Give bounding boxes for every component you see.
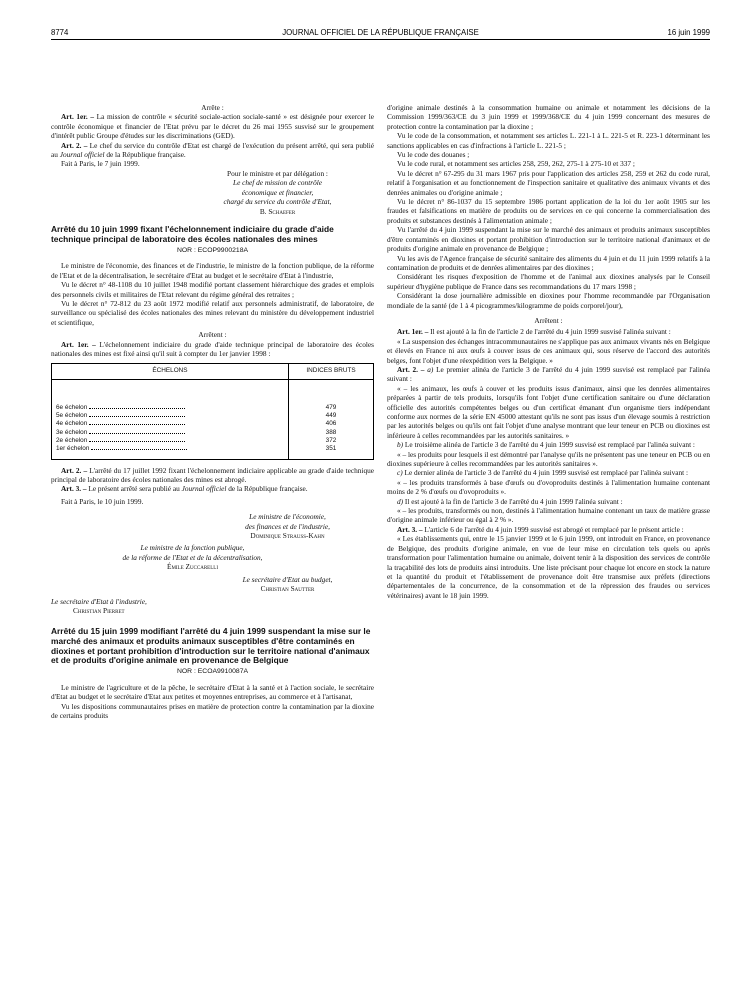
preamble-paragraph: Considérant la dose journalière admissible en dioxines pour l'homme recommandée par l'Organisation mondiale de la santé (de 1 à 4 picogrammes/kilogramme de poids corporel/jour), — [387, 291, 710, 310]
amendment-c — [387, 468, 710, 477]
page-header — [51, 28, 710, 40]
article-label: Art. 1er. – — [397, 327, 429, 337]
fait-line: Fait à Paris, le 10 juin 1999. — [61, 496, 144, 506]
echelon-cell — [52, 437, 289, 445]
echelon-cell — [52, 420, 289, 428]
preamble-paragraph: Le ministre de l'économie, des finances et de l'industrie, le ministre de la fonction publique, de la réforme de l'Etat et de la décentralisation, le secrétaire d'Etat au budget et le secrétaire d'Etat à l'industrie, — [51, 261, 374, 280]
article-text: La mission de contrôle « sécurité sociale-action sociale-santé » est désignée pour exercer le contrôle économique et financier de l'Etat prévu par le décret du 26 mai 1955 susvisé sur le groupement d'intérêt public Groupe d'études sur les discriminations (GED). — [51, 112, 374, 141]
quoted-text: « – les produits pour lesquels il est démontré par l'analyse qu'ils ne présentent pas une teneur en PCB ou en dioxines supérieure à celles recommandées par les autorités sanitaires ». — [387, 449, 710, 469]
echelon-label: 1er échelon — [56, 445, 90, 453]
preamble-paragraph: Vu les avis de l'Agence française de sécurité sanitaire des aliments du 4 juin et du 11 juin 1999 relatifs à la contamination de produits et de denrées alimentaires par des dioxines ; — [387, 253, 710, 272]
right-column — [387, 103, 710, 600]
signature-block — [51, 169, 374, 216]
table-row — [52, 437, 374, 445]
quoted-text: « – les produits transformés à base d'œufs ou d'ovoproduits destinés à l'alimentation humaine contenant moins de 2 % d'œufs ou d'ovoproduits ». — [387, 477, 710, 497]
article-text: Il est ajouté à la fin de l'article 3 de l'arrêté du 4 juin 1999 l'alinéa suivant : — [403, 496, 623, 506]
article-3 — [387, 525, 710, 534]
article-text: L'arrêté du 17 juillet 1992 fixant l'échelonnement indiciaire applicable au grade d'aide technique principal de laboratoire des écoles nationales des mines est abrogé. — [51, 465, 374, 485]
article-label: Art. 1er. – — [61, 339, 96, 349]
signatory-name: Christian Sautter — [260, 584, 315, 594]
journal-ref: Journal officiel — [59, 150, 105, 160]
article-3 — [51, 484, 374, 493]
decree-title: Arrêté du 15 juin 1999 modifiant l'arrêté du 4 juin 1999 suspendant la mise sur le marché des animaux et produits animaux susceptibles d'être contaminés en dioxines et portant prohibition d'introduction sur le territoire national d'animaux et de produits d'origine animale en provenance de Belgique — [51, 626, 371, 666]
nor-reference: NOR : ECOP9900218A — [176, 246, 249, 254]
signatory-name: Dominique Strauss-Kahn — [250, 531, 325, 541]
article-label: Art. 1er. – — [61, 112, 94, 122]
item-letter: d) — [397, 496, 404, 506]
signature-line: chargé du service du contrôle d'Etat, — [223, 197, 332, 207]
preamble-paragraph: Vu le décret n° 86-1037 du 15 septembre 1986 portant application de la loi du 1er août 1905 sur les fraudes et falsifications en matière de produits ou de services en ce qui concerne la commercialisation des produits et substances destinés à l'alimentation animale ; — [387, 197, 710, 225]
arretent-heading: Arrêtent : — [534, 315, 563, 325]
preamble-paragraph: Considérant les risques d'exposition de l'homme et de l'animal aux dioxines analysés par le Conseil supérieur d'hygiène publique de France dans ses recommandations du 17 mars 1998 ; — [387, 272, 710, 291]
article-label: Art. 2. – — [61, 465, 88, 475]
amendment-d — [387, 497, 710, 506]
preamble-paragraph: Vu le décret n° 72-812 du 23 août 1972 modifié relatif aux personnels administratif, de laboratoire, de surveillance ou spécialisé des écoles nationales des mines relevant du ministère du développement industriel et scientifique, — [51, 298, 374, 327]
article-text: L'échelonnement indiciaire du grade d'aide technique principal de laboratoire des écoles nationales des mines est fixé ainsi qu'il suit à compter du 1er janvier 1998 : — [51, 339, 374, 358]
signatures — [51, 512, 374, 615]
quoted-text: « Les établissements qui, entre le 15 janvier 1999 et le 6 juin 1999, ont introduit en France, en provenance de Belgique, des produits d'origine animale, en vue de leur mise en circulation tels quels ou après transformation pour l'alimentation humaine ou animale, doivent tenir à la disposition des services de contrôle la traçabilité des lots de produits ainsi introduits. Une liste précisant pour chaque lot encore en stock la nature et la quantité du produit et l'établissement de provenance doit être transmise aux préfets (directions départementales de la concurrence, de la consommation et de la répression des fraudes ou services vétérinaires) avant le 18 juin 1999. — [387, 534, 710, 600]
table-row — [52, 412, 374, 420]
echelon-label: 4e échelon — [56, 420, 88, 428]
preamble-paragraph: Vu l'arrêté du 4 juin 1999 suspendant la mise sur le marché des animaux et produits animaux susceptibles d'être contaminés en dioxines et portant prohibition d'introduction sur le territoire national d'animaux et de produits d'origine animale en provenance de Belgique ; — [387, 225, 710, 254]
article-1 — [51, 340, 374, 359]
article-1 — [51, 112, 374, 140]
preamble-paragraph: Vu les dispositions communautaires prises en matière de protection contre la contamination par la dioxine de certains produits — [51, 701, 374, 720]
echelon-label: 2e échelon — [56, 436, 88, 444]
column-header-indices: INDICES BRUTS — [288, 364, 373, 379]
arrete-heading: Arrête : — [201, 103, 224, 112]
index-value: 351 — [288, 445, 373, 459]
nor-reference: NOR : ECOA9910087A — [176, 667, 249, 675]
preamble-paragraph: Le ministre de l'agriculture et de la pêche, le secrétaire d'Etat à la santé et à l'action sociale, le secrétaire d'Etat au budget et le secrétaire d'Etat aux petites et moyennes entreprises, au commerce et à l'artisanat, — [51, 682, 374, 702]
article-text: Le chef du service du contrôle d'Etat est chargé de l'exécution du présent arrêté, qui sera publié au — [51, 140, 374, 160]
echelon-cell — [52, 379, 289, 412]
left-column — [51, 103, 374, 720]
preamble-paragraph: Vu le code des douanes ; — [397, 150, 470, 160]
signatory-name: Émile Zuccarelli — [166, 562, 218, 572]
signature-line: Le secrétaire d'Etat à l'industrie, — [51, 596, 147, 606]
table-row — [52, 429, 374, 437]
page-number: 8774 — [51, 28, 69, 37]
quoted-text: « – les produits, transformés ou non, destinés à l'alimentation humaine contenant un taux de matière grasse d'origine animale inférieur ou égal à 2 % ». — [387, 506, 710, 525]
index-value: 388 — [288, 429, 373, 437]
signature-line: Le ministre de la fonction publique, — [140, 543, 245, 553]
signature-line: économique et financier, — [241, 187, 314, 197]
article-text: Il est ajouté à la fin de l'article 2 de l'arrêté du 4 juin 1999 susvisé l'alinéa suivant : — [430, 327, 671, 337]
index-value: 406 — [288, 420, 373, 428]
table-row — [52, 379, 374, 412]
echelon-cell — [52, 412, 289, 420]
signature-line: Le secrétaire d'Etat au budget, — [242, 574, 333, 584]
item-letter: a) — [427, 364, 434, 374]
echelon-cell — [52, 445, 289, 459]
article-1 — [387, 327, 710, 336]
signature-line: Le chef de mission de contrôle — [233, 178, 322, 188]
article-text: Le troisième alinéa de l'article 3 de l'arrêté du 4 juin 1999 susvisé est remplacé par l'alinéa suivant : — [403, 440, 695, 450]
preamble-paragraph: d'origine animale destinés à la consommation humaine ou animale et notamment les décisions de la Commission 1999/363/CE du 3 juin 1999 et 1999/368/CE du 4 juin 1999 concernant des mesures de protection contre la contamination par la dioxine ; — [387, 103, 710, 131]
article-text: Le dernier alinéa de l'article 3 de l'arrêté du 4 juin 1999 susvisé est remplacé par l'alinéa suivant : — [402, 468, 689, 478]
table-row — [52, 420, 374, 428]
article-label: Art. 2. – — [397, 364, 425, 374]
index-value: 372 — [288, 437, 373, 445]
signature-line: des finances et de l'industrie, — [245, 521, 330, 531]
preamble-paragraph: Vu le décret n° 48-1108 du 10 juillet 1948 modifié portant classement hiérarchique des grades et emplois des personnels civils et militaires de l'Etat relevant du régime général des retraites ; — [51, 280, 374, 299]
article-2 — [387, 365, 710, 384]
echelon-label: 5e échelon — [56, 411, 88, 419]
preamble-paragraph: Vu le décret n° 67-295 du 31 mars 1967 pris pour l'application des articles 258, 259 et 262 du code rural, relatif à l'organisation et au fonctionnement de l'inspection sanitaire et qualitative des animaux vivants et des denrées animales ou d'origine animale ; — [387, 168, 710, 197]
item-letter: c) — [397, 468, 403, 478]
signature-line: Le ministre de l'économie, — [249, 512, 326, 522]
fait-line: Fait à Paris, le 7 juin 1999. — [61, 159, 140, 169]
echelon-label: 3e échelon — [56, 428, 88, 436]
table-row — [52, 445, 374, 459]
item-letter: b) — [397, 440, 404, 450]
issue-date: 16 juin 1999 — [667, 28, 710, 37]
signatory-name: B. Schaefer — [259, 206, 296, 216]
signature-line: Pour le ministre et par délégation : — [227, 168, 328, 178]
quoted-text: « La suspension des échanges intracommunautaires ne s'applique pas aux animaux vivants nés en Belgique et élevés en France ni aux œufs à couver issus de ces animaux qui, sous réserve de l'accord des autorités belges, font l'objet d'une réexpédition vers la Belgique. » — [387, 336, 710, 365]
article-label: Art. 2. – — [61, 140, 88, 150]
article-text: de la République française. — [226, 484, 308, 494]
decree-title: Arrêté du 10 juin 1999 fixant l'échelonnement indiciaire du grade d'aide technique principal de laboratoire des écoles nationales des mines — [51, 224, 334, 244]
article-label: Art. 3. – — [61, 484, 87, 494]
echelon-label: 6e échelon — [56, 403, 88, 411]
signature-line: de la réforme de l'Etat et de la décentralisation, — [122, 552, 263, 562]
signatory-name: Christian Pierret — [73, 605, 125, 615]
amendment-b — [387, 440, 710, 449]
preamble-paragraph: Vu le code rural, et notamment ses articles 258, 259, 262, 275-1 à 275-10 et 337 ; — [397, 159, 635, 169]
article-text: Le premier alinéa de l'article 3 de l'arrêté du 4 juin 1999 susvisé est remplacé par l'alinéa suivant : — [387, 364, 710, 384]
preamble-paragraph: Vu le code de la consommation, et notamment ses articles L. 221-1 à L. 221-5 et R. 223-1 déterminant les sanctions applicables en cas d'infractions à l'article L. 221-5 ; — [387, 131, 710, 150]
journal-ref: Journal officiel — [181, 484, 227, 494]
arretent-heading: Arrêtent : — [198, 330, 227, 340]
article-text: L'article 6 de l'arrêté du 4 juin 1999 susvisé est abrogé et remplacé par le présent article : — [424, 524, 684, 534]
journal-title: JOURNAL OFFICIEL DE LA RÉPUBLIQUE FRANÇAISE — [282, 28, 479, 37]
article-2 — [51, 466, 374, 485]
column-header-echelons: ÉCHELONS — [52, 364, 289, 379]
echelon-cell — [52, 429, 289, 437]
article-text: Le présent arrêté sera publié au — [88, 484, 182, 494]
echelon-table — [51, 363, 374, 459]
index-value: 479 — [288, 379, 373, 412]
quoted-text: « – les animaux, les œufs à couver et les produits issus d'animaux, ainsi que les denrées alimentaires préparées à partir de tels produits, lorsqu'ils font l'objet d'une certification sanitaire ou d'une déclaration officielle des autorités compétentes belges ou d'un certificat émanant d'un organisme tiers indépendant conforme aux normes de la série EN 45000 attestant qu'ils ne sont pas issus d'un élevage soumis à restriction par les autorités belges ou qu'ils ont fait l'objet d'une analyse montrant que leur teneur en PCB ou dioxines est inférieure à celles recommandées par les autorités sanitaires. » — [387, 383, 710, 440]
index-value: 449 — [288, 412, 373, 420]
article-text: de la République française. — [104, 150, 186, 160]
article-2 — [51, 141, 374, 160]
article-label: Art. 3. – — [397, 524, 423, 534]
